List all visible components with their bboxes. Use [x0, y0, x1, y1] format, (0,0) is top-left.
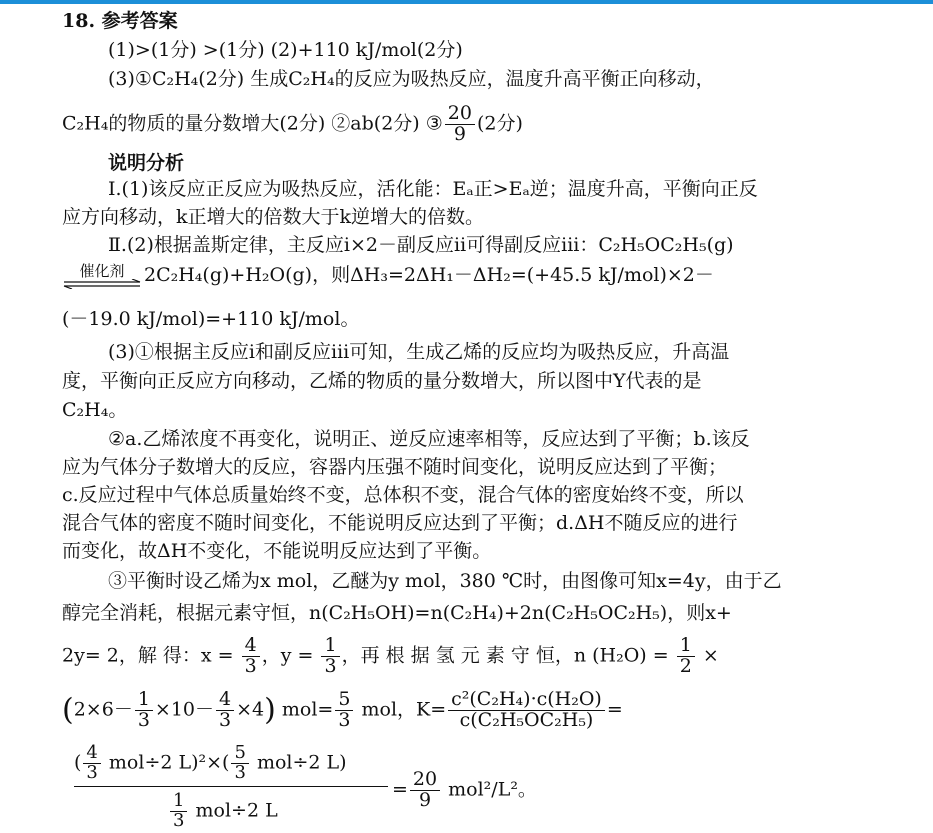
equilibrium-arrow-icon — [62, 279, 142, 289]
result-equals: = — [392, 778, 408, 801]
bf-den-b: mol÷2 L — [189, 799, 278, 822]
frac-den: 3 — [173, 809, 185, 831]
answer-line-3-text: C₂H₄的物质的量分数增大(2分) ②ab(2分) ③ — [62, 112, 443, 135]
answer-line-2: (3)①C₂H₄(2分) 生成C₂H₄的反应为吸热反应，温度升高平衡正向移动， — [108, 68, 715, 90]
analysis-p3-line1: (3)①根据主反应ⅰ和副反应ⅲ可知，生成乙烯的反应均为吸热反应，升高温 — [108, 341, 730, 363]
final-result — [392, 770, 537, 811]
answer-fraction — [445, 104, 475, 145]
close-paren: ) — [264, 692, 276, 728]
analysis-p5-line2: 醇完全消耗，根据元素守恒，n(C₂H₅OH)=n(C₂H₄)+2n(C₂H₅OC₂H₅)，则x+ — [62, 602, 732, 624]
analysis-p5-line3 — [62, 636, 719, 677]
half-fraction — [677, 636, 695, 677]
fraction-four-thirds — [216, 690, 234, 731]
fraction-five-thirds — [335, 690, 353, 731]
analysis-p3-line3: C₂H₄。 — [62, 399, 128, 421]
frac-num: 4 — [242, 636, 260, 657]
p5-l3-seg-c: ，再 根 据 氢 元 素 守 恒，n (H₂O) = — [341, 644, 669, 667]
p5-l3-seg-d: × — [702, 644, 719, 667]
analysis-p2-line1: Ⅱ.(2)根据盖斯定律，主反应ⅰ×2－副反应ⅱ可得副反应ⅲ：C₂H₅OC₂H₅(g) — [108, 234, 734, 256]
y-value-fraction — [321, 636, 339, 677]
analysis-p2-line2 — [62, 262, 714, 289]
analysis-p4-line3: c.反应过程中气体总质量始终不变，总体积不变，混合气体的密度始终不变，所以 — [62, 484, 744, 506]
analysis-p1-line1: Ⅰ.(1)该反应正反应为吸热反应，活化能：Eₐ正>Eₐ逆；温度升高，平衡向正反 — [108, 178, 758, 200]
frac-den: 9 — [418, 788, 432, 811]
answer-line-3 — [62, 104, 523, 145]
frac-den: 3 — [86, 761, 98, 783]
result-unit: mol²/L²。 — [442, 778, 537, 801]
analysis-p2-line2-text: 2C₂H₄(g)+H₂O(g)，则ΔH₃=2ΔH₁－ΔH₂=(+45.5 kJ/mol)×2－ — [144, 264, 714, 286]
fraction-one-third — [135, 690, 153, 731]
result-fraction — [410, 770, 440, 811]
p5-l3-seg-a: 2y= 2，解 得：x = — [62, 644, 234, 667]
p5-l3-seg-b: ，y = — [261, 644, 314, 667]
bf-num-b: mol÷2 L)²×( — [102, 751, 230, 774]
answer-fraction-den: 9 — [453, 122, 466, 145]
frac-den: c(C₂H₅OC₂H₅) — [459, 708, 594, 731]
big-fraction-bar — [74, 786, 388, 787]
p5-l4-seg-b: ×10－ — [154, 698, 215, 721]
catalyst-label: 催化剂 — [79, 262, 125, 280]
analysis-p3-line2: 度，平衡向正反应方向移动，乙烯的物质的量分数增大，所以图中Y代表的是 — [62, 370, 702, 392]
analysis-p4-line1: ②a.乙烯浓度不再变化，说明正、逆反应速率相等，反应达到了平衡；b.该反 — [108, 428, 750, 450]
analysis-p4-line5: 而变化，故ΔH不变化，不能说明反应达到了平衡。 — [62, 540, 492, 562]
analysis-heading: 说明分析 — [108, 152, 185, 174]
frac-num: 1 — [321, 636, 339, 657]
frac-den: 3 — [234, 761, 246, 783]
bf-frac-four-thirds — [83, 744, 100, 783]
analysis-p5-line1: ③平衡时设乙烯为x mol，乙醚为y mol，380 ℃时，由图像可知x=4y，由于乙 — [108, 570, 782, 592]
frac-num: 4 — [83, 744, 100, 764]
frac-den: 3 — [219, 708, 232, 731]
p5-l4-seg-c: ×4 — [236, 698, 265, 721]
bf-frac-one-third — [170, 792, 187, 831]
frac-den: 2 — [679, 654, 692, 677]
frac-den: 3 — [338, 708, 351, 731]
frac-den: 3 — [137, 708, 150, 731]
p5-l4-seg-d: mol= — [275, 698, 334, 721]
analysis-p2-line3: (－19.0 kJ/mol)=+110 kJ/mol。 — [62, 308, 360, 330]
bf-num-c: mol÷2 L) — [250, 751, 347, 774]
open-paren: ( — [62, 692, 74, 728]
answer-fraction-num: 20 — [445, 104, 475, 125]
frac-num: 1 — [135, 690, 153, 711]
p5-l4-seg-e: mol，K= — [355, 698, 447, 721]
frac-num: 1 — [677, 636, 695, 657]
p5-l4-seg-f: = — [606, 698, 623, 721]
frac-num: 5 — [231, 744, 248, 764]
catalyst-arrow — [62, 263, 142, 289]
analysis-p4-line2: 应为气体分子数增大的反应，容器内压强不随时间变化，说明反应达到了平衡； — [62, 456, 728, 478]
p5-l4-seg-a: 2×6－ — [73, 698, 133, 721]
equilibrium-constant-fraction — [448, 690, 605, 731]
big-fraction-numerator — [74, 744, 347, 783]
section-title: 18. 参考答案 — [62, 10, 178, 32]
bf-frac-five-thirds — [231, 744, 248, 783]
bf-num-a: ( — [74, 751, 82, 774]
x-value-fraction — [242, 636, 260, 677]
analysis-p5-line4 — [62, 690, 623, 731]
frac-den: 3 — [244, 654, 257, 677]
frac-num: 5 — [335, 690, 353, 711]
big-fraction-denominator — [168, 792, 278, 831]
analysis-p4-line4: 混合气体的密度不随时间变化，不能说明反应达到了平衡；d.ΔH不随反应的进行 — [62, 512, 738, 534]
frac-den: 3 — [324, 654, 337, 677]
answer-line-3-tail: (2分) — [476, 112, 523, 135]
frac-num: 4 — [216, 690, 234, 711]
analysis-p1-line2: 应方向移动，k正增大的倍数大于k逆增大的倍数。 — [62, 206, 485, 228]
frac-num: 20 — [410, 770, 440, 791]
frac-num: c²(C₂H₄)·c(H₂O) — [448, 690, 605, 711]
frac-num: 1 — [170, 792, 187, 812]
top-rule — [0, 0, 933, 4]
answer-line-1: (1)>(1分) >(1分) (2)+110 kJ/mol(2分) — [108, 39, 463, 61]
